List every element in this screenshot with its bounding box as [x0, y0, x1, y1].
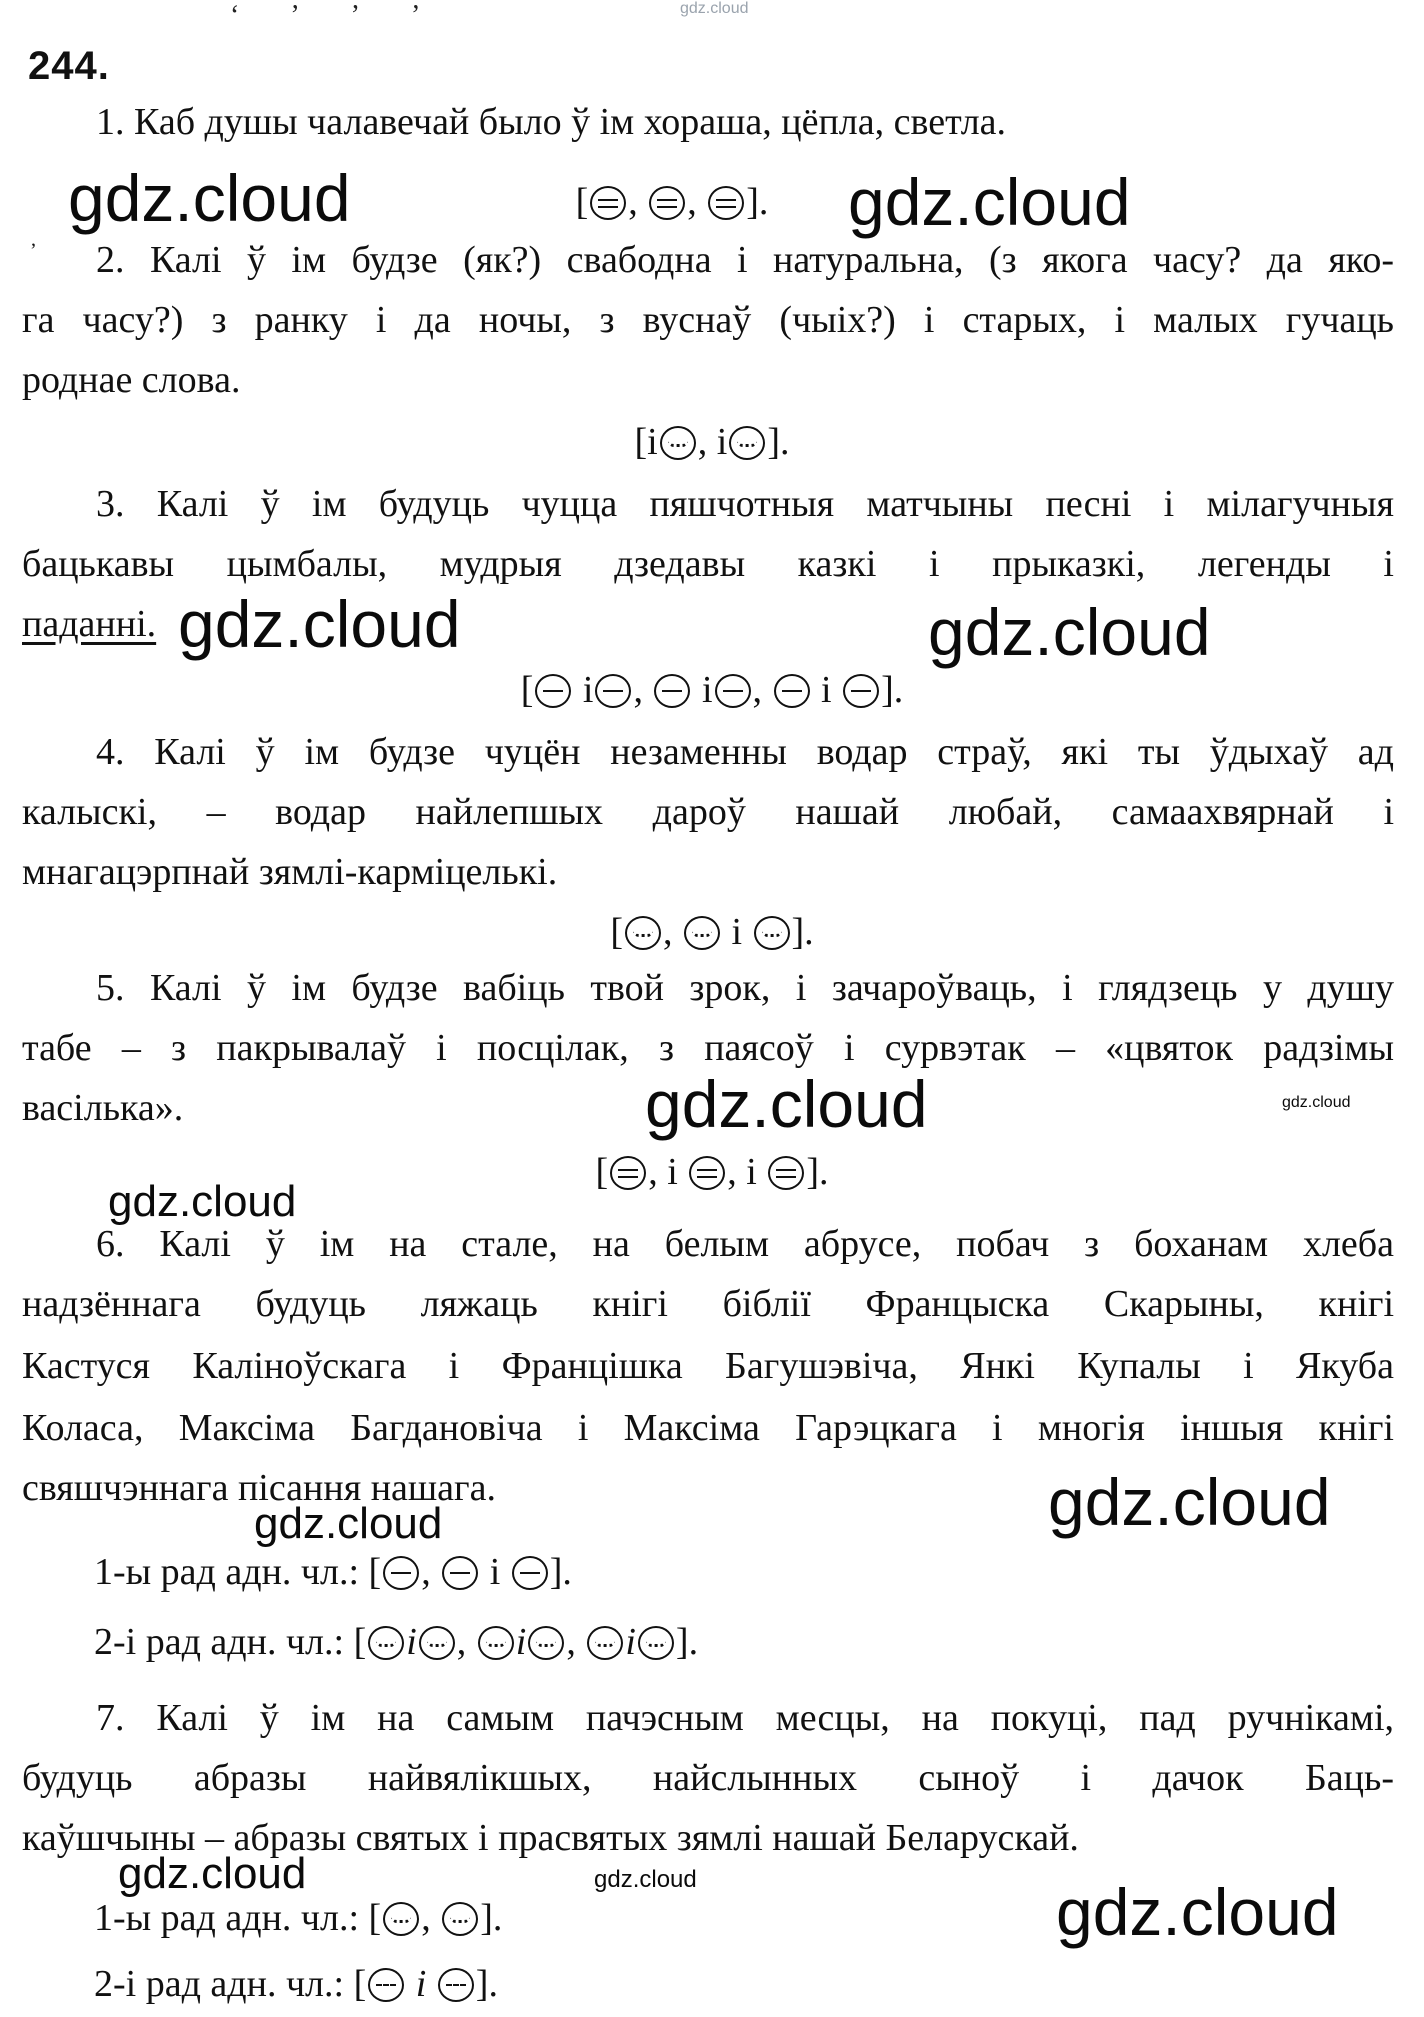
top-watermark: gdz.cloud — [680, 0, 749, 17]
sentence-2-line-2: га часу?) з ранку і да ночы, з вуснаў (чыіх?) і старых, і малых гучаць — [22, 299, 1394, 341]
scheme-4: [ , і ]. — [610, 911, 814, 953]
sentence-5-line-2: табе – з пакрывалаў і посцілак, з паясоў і сурвэтак – «цвяток радзімы — [22, 1027, 1394, 1069]
watermark: gdz.cloud — [928, 595, 1211, 669]
double-line-circle-icon — [768, 1156, 804, 1190]
dashed-line-circle-icon — [368, 1968, 404, 2002]
single-line-circle-icon — [442, 1556, 478, 1590]
sentence-text: 1. Каб душы чалавечай было ў ім хораша, цёпла, светла. — [96, 101, 1007, 143]
scheme-7-row-1: 1-ы рад адн. чл.: [ , ]. — [94, 1897, 503, 1939]
scheme-3: [ і , і , і ]. — [520, 669, 904, 711]
wavy-line-circle-icon — [729, 426, 765, 460]
wavy-line-circle-icon — [478, 1626, 514, 1660]
single-line-circle-icon — [512, 1556, 548, 1590]
exercise-number: 244. — [28, 44, 110, 88]
watermark-small: gdz.cloud — [594, 1866, 697, 1893]
single-line-circle-icon — [595, 674, 631, 708]
sentence-4-line-2: калыскі, – водар найлепшых дароў нашай любай, самаахвярнай і — [22, 791, 1394, 833]
dashed-line-circle-icon — [438, 1968, 474, 2002]
watermark: gdz.cloud — [848, 165, 1131, 239]
sentence-3-line-2: бацькавы цымбалы, мудрыя дзедавы казкі і прыказкі, легенды і — [22, 543, 1394, 585]
sentence-5-line-3: васілька». — [22, 1087, 184, 1129]
scheme-6-row-1: 1-ы рад адн. чл.: [ , і ]. — [94, 1551, 572, 1593]
watermark: gdz.cloud — [68, 161, 351, 235]
sentence-2-line-1: 2. Калі ў ім будзе (як?) свабодна і натуральна, (з якога часу? да яко- — [96, 239, 1394, 281]
wavy-line-circle-icon — [528, 1626, 564, 1660]
sentence-4-line-3: мнагацэрпнай зямлі-карміцелькі. — [22, 851, 558, 893]
watermark: gdz.cloud — [254, 1499, 443, 1548]
scheme-6-row-2: 2-і рад адн. чл.: [ і , і , і ]. — [94, 1621, 699, 1663]
wavy-line-circle-icon — [419, 1626, 455, 1660]
scheme-2: [і , і ]. — [634, 421, 790, 463]
scheme-1: [ , , ]. — [575, 181, 769, 223]
wavy-line-circle-icon — [754, 916, 790, 950]
single-line-circle-icon — [715, 674, 751, 708]
sentence-7-line-3: каўшчыны – абразы святых і прасвятых зямлі нашай Беларускай. — [22, 1817, 1079, 1859]
sentence-7-line-1: 7. Калі ў ім на самым пачэсным месцы, на покуці, пад ручнікамі, — [96, 1697, 1394, 1739]
wavy-line-circle-icon — [587, 1626, 623, 1660]
sentence-6-line-3: Кастуся Каліноўскага і Францішка Багушэвіча, Янкі Купалы і Якуба — [22, 1345, 1394, 1387]
double-line-circle-icon — [649, 186, 685, 220]
wavy-line-circle-icon — [383, 1902, 419, 1936]
single-line-circle-icon — [774, 674, 810, 708]
scheme-7-row-2: 2-і рад адн. чл.: [ і ]. — [94, 1963, 498, 2005]
double-line-circle-icon — [590, 186, 626, 220]
single-line-circle-icon — [654, 674, 690, 708]
double-line-circle-icon — [610, 1156, 646, 1190]
watermark: gdz.cloud — [118, 1849, 307, 1898]
scheme-5: [ , і , і ]. — [595, 1151, 829, 1193]
wavy-line-circle-icon — [625, 916, 661, 950]
double-line-circle-icon — [708, 186, 744, 220]
sentence-5-line-1: 5. Калі ў ім будзе вабіць твой зрок, і зачароўваць, і глядзець у душу — [96, 967, 1394, 1009]
wavy-line-circle-icon — [684, 916, 720, 950]
wavy-line-circle-icon — [442, 1902, 478, 1936]
double-line-circle-icon — [689, 1156, 725, 1190]
sentence-6-line-1: 6. Калі ў ім на стале, на белым абрусе, побач з боханам хлеба — [96, 1223, 1394, 1265]
sentence-3-line-1: 3. Калі ў ім будуць чуцца пяшчотныя матчыны песні і мілагучныя — [96, 483, 1394, 525]
sentence-6-line-5: свяшчэннага пісання нашага. — [22, 1467, 496, 1509]
watermark-small: gdz.cloud — [1282, 1094, 1351, 1111]
sentence-4-line-1: 4. Калі ў ім будзе чуцён незаменны водар страў, які ты ўдыхаў ад — [96, 731, 1394, 773]
watermark: gdz.cloud — [1048, 1465, 1331, 1539]
watermark: gdz.cloud — [1056, 1875, 1339, 1949]
sentence-2-line-3: роднае слова. — [22, 359, 241, 401]
sentence-6-line-4: Коласа, Максіма Багдановіча і Максіма Гарэцкага і многія іншыя кнігі — [22, 1407, 1394, 1449]
sentence-3-line-3: паданні. — [22, 603, 157, 645]
sentence-6-line-2: надзённага будуць ляжаць кнігі біблії Францыска Скарыны, кнігі — [22, 1283, 1394, 1325]
single-line-circle-icon — [535, 674, 571, 708]
stray-mark: ʼ — [30, 240, 37, 262]
watermark: gdz.cloud — [108, 1177, 297, 1226]
wavy-line-circle-icon — [660, 426, 696, 460]
wavy-line-circle-icon — [638, 1626, 674, 1660]
sentence-7-line-2: будуць абразы найвялікшых, найслынных сыноў і дачок Баць- — [22, 1757, 1394, 1799]
watermark: gdz.cloud — [645, 1067, 928, 1141]
sentence-1-line-1 — [22, 100, 1394, 144]
cropped-text-fragment: ʻ ʼ ʼ ʼ — [230, 0, 443, 31]
watermark: gdz.cloud — [178, 587, 461, 661]
single-line-circle-icon — [843, 674, 879, 708]
wavy-line-circle-icon — [368, 1626, 404, 1660]
single-line-circle-icon — [383, 1556, 419, 1590]
